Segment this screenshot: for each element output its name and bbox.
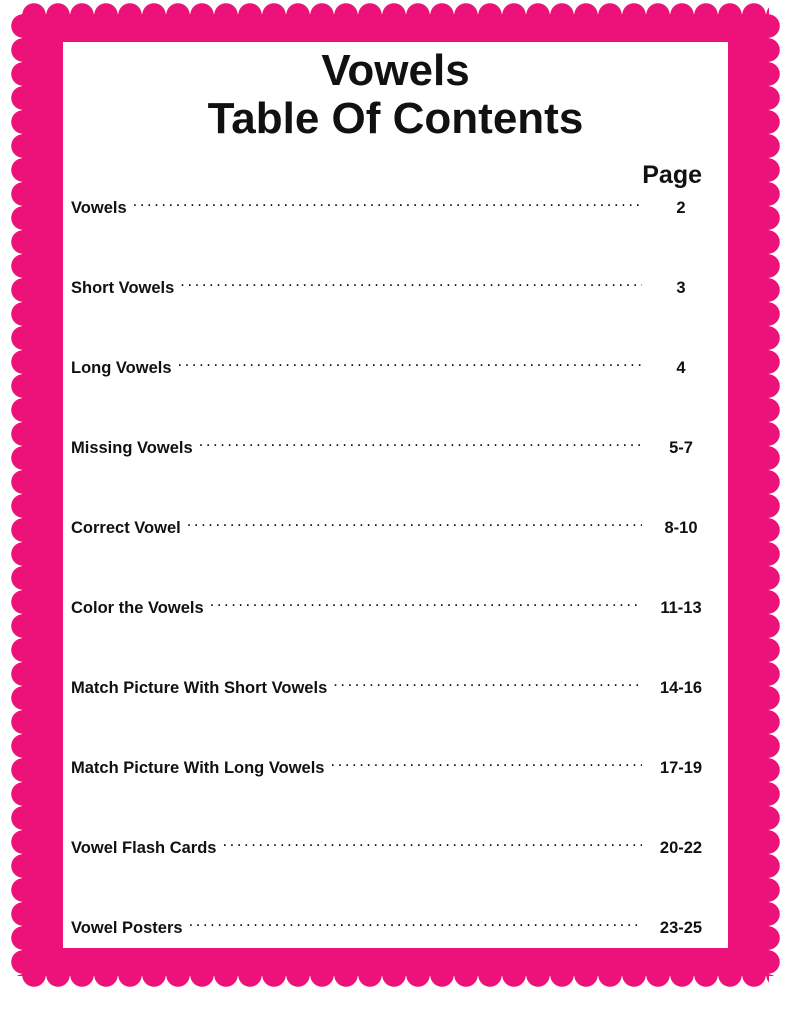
toc-entry-title: Vowels: [71, 198, 127, 217]
toc-dot-leader: [189, 917, 642, 933]
toc-entry-title: Missing Vowels: [71, 438, 193, 457]
title-secondary: Table Of Contents: [207, 94, 584, 144]
scallop-edge-right: [756, 14, 780, 976]
document-content-area: [63, 42, 728, 948]
toc-entry-title: Vowel Posters: [71, 918, 183, 937]
toc-entry-title: Color the Vowels: [71, 598, 204, 617]
toc-entry-page-number: 23-25: [659, 918, 703, 937]
toc-entry-page-number: 14-16: [659, 678, 703, 697]
toc-entry-page-number: 8-10: [664, 518, 698, 537]
toc-entry-title: Match Picture With Long Vowels: [71, 758, 325, 777]
toc-entry-row[interactable]: [71, 277, 720, 357]
page-column-label: Page: [642, 160, 702, 189]
toc-entry-title: Short Vowels: [71, 278, 175, 297]
toc-dot-leader: [133, 197, 642, 213]
scallop-edge-left: [11, 14, 35, 976]
toc-dot-leader: [210, 597, 642, 613]
toc-entry-page-number: 20-22: [659, 838, 703, 857]
toc-entry-page-number: 4: [676, 358, 686, 377]
toc-entry-page-number: 5-7: [669, 438, 693, 457]
toc-entry-row[interactable]: [71, 917, 720, 948]
toc-entry-row[interactable]: [71, 437, 720, 517]
page-title: [63, 42, 728, 145]
table-of-contents-list: [63, 197, 728, 948]
toc-column-header: [63, 161, 728, 195]
toc-entry-row[interactable]: [71, 357, 720, 437]
toc-entry-title: Correct Vowel: [71, 518, 181, 537]
toc-entry-row[interactable]: [71, 517, 720, 597]
toc-dot-leader: [178, 357, 642, 373]
toc-entry-title: Match Picture With Short Vowels: [71, 678, 328, 697]
toc-entry-page-number: 3: [676, 278, 686, 297]
toc-dot-leader: [223, 837, 643, 853]
toc-entry-row[interactable]: [71, 197, 720, 277]
toc-entry-row[interactable]: [71, 677, 720, 757]
toc-entry-page-number: 17-19: [659, 758, 703, 777]
title-primary: Vowels: [321, 46, 470, 95]
toc-dot-leader: [187, 517, 642, 533]
toc-entry-page-number: 2: [676, 198, 686, 217]
toc-dot-leader: [180, 277, 642, 293]
toc-entry-title: Long Vowels: [71, 358, 172, 377]
toc-entry-row[interactable]: [71, 837, 720, 917]
scallop-edge-bottom: [22, 963, 769, 987]
toc-entry-page-number: 11-13: [660, 598, 702, 617]
toc-entry-row[interactable]: [71, 757, 720, 837]
scallop-edge-top: [22, 3, 769, 27]
toc-dot-leader: [199, 437, 642, 453]
toc-dot-leader: [330, 757, 642, 773]
toc-entry-row[interactable]: [71, 597, 720, 677]
toc-entry-title: Vowel Flash Cards: [71, 838, 217, 857]
toc-dot-leader: [333, 677, 642, 693]
